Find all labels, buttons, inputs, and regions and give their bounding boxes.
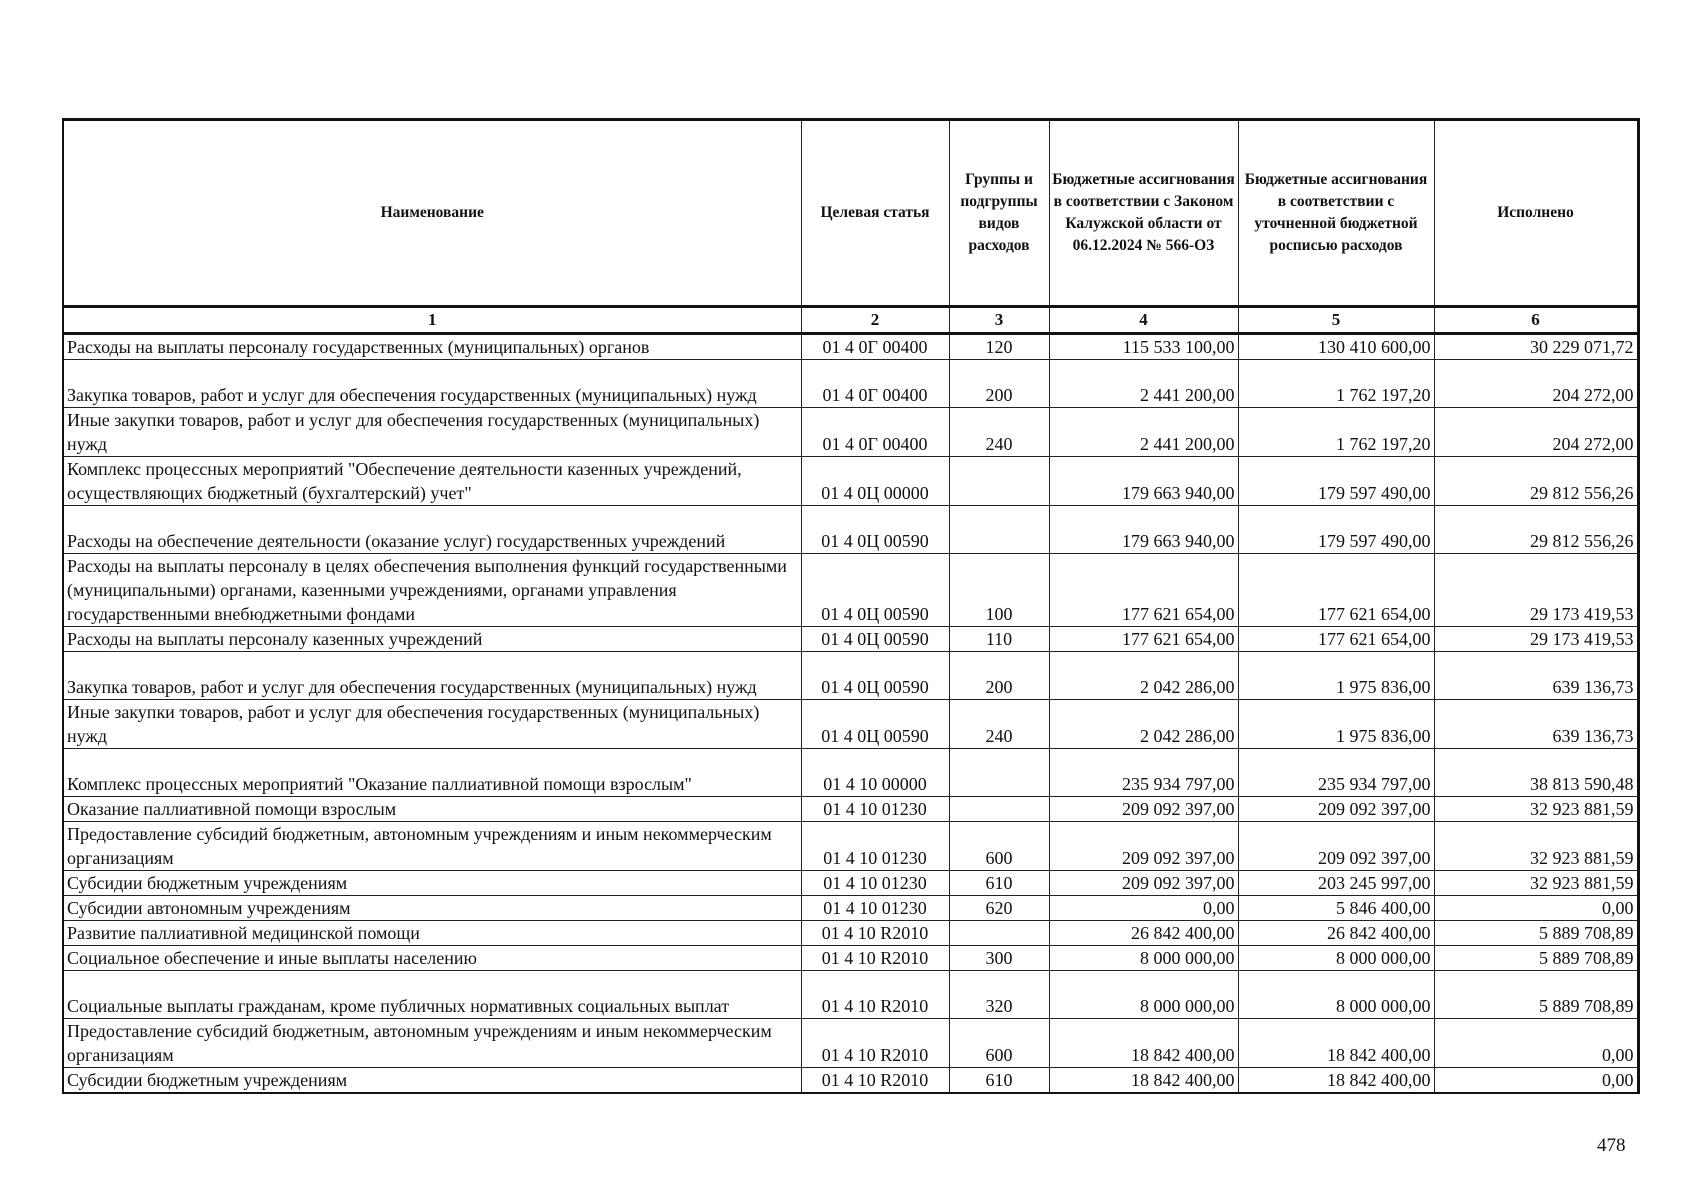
row-refined-amount: 26 842 400,00 <box>1238 921 1434 946</box>
row-refined-amount: 8 000 000,00 <box>1238 971 1434 1019</box>
row-target-code: 01 4 10 01230 <box>801 896 949 921</box>
row-refined-amount: 177 621 654,00 <box>1238 554 1434 627</box>
row-refined-amount: 1 975 836,00 <box>1238 700 1434 749</box>
row-law-amount: 2 042 286,00 <box>1049 652 1238 700</box>
row-executed-amount: 204 272,00 <box>1434 360 1638 408</box>
row-group-code <box>949 749 1049 797</box>
row-target-code: 01 4 0Ц 00590 <box>801 652 949 700</box>
row-law-amount: 2 042 286,00 <box>1049 700 1238 749</box>
row-refined-amount: 209 092 397,00 <box>1238 822 1434 871</box>
row-executed-amount: 5 889 708,89 <box>1434 946 1638 971</box>
table-row <box>63 971 1638 1019</box>
row-group-code: 610 <box>949 871 1049 896</box>
row-group-code: 610 <box>949 1068 1049 1094</box>
table-row <box>63 1019 1638 1068</box>
row-group-code: 600 <box>949 822 1049 871</box>
row-law-amount: 0,00 <box>1049 896 1238 921</box>
row-refined-amount: 203 245 997,00 <box>1238 871 1434 896</box>
row-name: Расходы на выплаты персоналу казенных учреждений <box>63 627 801 652</box>
row-refined-amount: 18 842 400,00 <box>1238 1019 1434 1068</box>
row-name: Закупка товаров, работ и услуг для обеспечения государственных (муниципальных) нужд <box>63 652 801 700</box>
row-target-code: 01 4 0Г 00400 <box>801 408 949 457</box>
table-row <box>63 797 1638 822</box>
budget-table <box>62 118 1640 1094</box>
row-group-code: 320 <box>949 971 1049 1019</box>
row-name: Расходы на выплаты персоналу в целях обеспечения выполнения функций государственными (муниципальными) органами, казенными учреждениями, органами управления государственными внебюджетными фондами <box>63 554 801 627</box>
row-group-code <box>949 921 1049 946</box>
row-name: Социальное обеспечение и иные выплаты населению <box>63 946 801 971</box>
table-row <box>63 360 1638 408</box>
row-refined-amount: 5 846 400,00 <box>1238 896 1434 921</box>
row-refined-amount: 209 092 397,00 <box>1238 797 1434 822</box>
row-law-amount: 209 092 397,00 <box>1049 822 1238 871</box>
row-law-amount: 209 092 397,00 <box>1049 797 1238 822</box>
row-executed-amount: 204 272,00 <box>1434 408 1638 457</box>
page-number: 478 <box>1597 1135 1626 1156</box>
row-name: Иные закупки товаров, работ и услуг для обеспечения государственных (муниципальных) нужд <box>63 408 801 457</box>
row-executed-amount: 639 136,73 <box>1434 700 1638 749</box>
row-group-code: 100 <box>949 554 1049 627</box>
column-number: 6 <box>1434 307 1638 334</box>
row-name: Расходы на обеспечение деятельности (оказание услуг) государственных учреждений <box>63 506 801 554</box>
row-law-amount: 115 533 100,00 <box>1049 334 1238 360</box>
column-number: 5 <box>1238 307 1434 334</box>
header-row <box>63 120 1638 307</box>
row-target-code: 01 4 0Ц 00590 <box>801 700 949 749</box>
row-refined-amount: 8 000 000,00 <box>1238 946 1434 971</box>
table-body <box>63 334 1638 1094</box>
row-law-amount: 177 621 654,00 <box>1049 554 1238 627</box>
row-target-code: 01 4 0Г 00400 <box>801 360 949 408</box>
header-groups: Группы и подгруппы видов расходов <box>949 120 1049 307</box>
column-number: 2 <box>801 307 949 334</box>
row-refined-amount: 1 762 197,20 <box>1238 360 1434 408</box>
table-row <box>63 700 1638 749</box>
row-law-amount: 179 663 940,00 <box>1049 506 1238 554</box>
row-name: Предоставление субсидий бюджетным, автономным учреждениям и иным некоммерческим организациям <box>63 1019 801 1068</box>
table-row <box>63 408 1638 457</box>
table-row <box>63 334 1638 360</box>
row-target-code: 01 4 10 R2010 <box>801 921 949 946</box>
column-number: 1 <box>63 307 801 334</box>
row-refined-amount: 179 597 490,00 <box>1238 506 1434 554</box>
row-group-code <box>949 457 1049 506</box>
row-target-code: 01 4 10 R2010 <box>801 1068 949 1094</box>
row-refined-amount: 179 597 490,00 <box>1238 457 1434 506</box>
row-name: Субсидии бюджетным учреждениям <box>63 1068 801 1094</box>
table-row <box>63 457 1638 506</box>
row-law-amount: 209 092 397,00 <box>1049 871 1238 896</box>
row-name: Субсидии бюджетным учреждениям <box>63 871 801 896</box>
row-group-code: 600 <box>949 1019 1049 1068</box>
column-number: 3 <box>949 307 1049 334</box>
header-refined: Бюджетные ассигнования в соответствии с уточненной бюджетной росписью расходов <box>1238 120 1434 307</box>
row-group-code: 200 <box>949 652 1049 700</box>
table-row <box>63 652 1638 700</box>
row-name: Предоставление субсидий бюджетным, автономным учреждениям и иным некоммерческим организациям <box>63 822 801 871</box>
row-law-amount: 235 934 797,00 <box>1049 749 1238 797</box>
header-law: Бюджетные ассигнования в соответствии с Законом Калужской области от 06.12.2024 № 566-ОЗ <box>1049 120 1238 307</box>
row-law-amount: 26 842 400,00 <box>1049 921 1238 946</box>
row-law-amount: 179 663 940,00 <box>1049 457 1238 506</box>
row-target-code: 01 4 0Ц 00590 <box>801 506 949 554</box>
row-name: Оказание паллиативной помощи взрослым <box>63 797 801 822</box>
row-group-code: 620 <box>949 896 1049 921</box>
row-executed-amount: 5 889 708,89 <box>1434 921 1638 946</box>
row-name: Закупка товаров, работ и услуг для обеспечения государственных (муниципальных) нужд <box>63 360 801 408</box>
row-group-code: 110 <box>949 627 1049 652</box>
row-refined-amount: 18 842 400,00 <box>1238 1068 1434 1094</box>
row-target-code: 01 4 10 01230 <box>801 797 949 822</box>
row-executed-amount: 29 812 556,26 <box>1434 506 1638 554</box>
row-executed-amount: 32 923 881,59 <box>1434 822 1638 871</box>
row-target-code: 01 4 0Г 00400 <box>801 334 949 360</box>
table-row <box>63 506 1638 554</box>
row-executed-amount: 639 136,73 <box>1434 652 1638 700</box>
row-refined-amount: 130 410 600,00 <box>1238 334 1434 360</box>
table-row <box>63 1068 1638 1094</box>
column-number-row <box>63 307 1638 334</box>
row-target-code: 01 4 10 01230 <box>801 822 949 871</box>
row-executed-amount: 0,00 <box>1434 1068 1638 1094</box>
row-name: Комплекс процессных мероприятий "Оказание паллиативной помощи взрослым" <box>63 749 801 797</box>
row-target-code: 01 4 10 01230 <box>801 871 949 896</box>
row-refined-amount: 177 621 654,00 <box>1238 627 1434 652</box>
row-executed-amount: 38 813 590,48 <box>1434 749 1638 797</box>
table-row <box>63 749 1638 797</box>
row-executed-amount: 0,00 <box>1434 1019 1638 1068</box>
row-target-code: 01 4 0Ц 00000 <box>801 457 949 506</box>
row-executed-amount: 29 173 419,53 <box>1434 554 1638 627</box>
row-name: Комплекс процессных мероприятий "Обеспечение деятельности казенных учреждений, осуществляющих бюджетный (бухгалтерский) учет" <box>63 457 801 506</box>
table-row <box>63 554 1638 627</box>
header-target: Целевая статья <box>801 120 949 307</box>
table-row <box>63 822 1638 871</box>
table-row <box>63 921 1638 946</box>
row-group-code <box>949 797 1049 822</box>
row-refined-amount: 235 934 797,00 <box>1238 749 1434 797</box>
row-group-code: 200 <box>949 360 1049 408</box>
row-law-amount: 18 842 400,00 <box>1049 1019 1238 1068</box>
row-group-code <box>949 506 1049 554</box>
row-law-amount: 2 441 200,00 <box>1049 408 1238 457</box>
table-row <box>63 627 1638 652</box>
row-name: Социальные выплаты гражданам, кроме публичных нормативных социальных выплат <box>63 971 801 1019</box>
row-refined-amount: 1 762 197,20 <box>1238 408 1434 457</box>
row-group-code: 240 <box>949 408 1049 457</box>
table-row <box>63 871 1638 896</box>
row-executed-amount: 5 889 708,89 <box>1434 971 1638 1019</box>
row-target-code: 01 4 0Ц 00590 <box>801 554 949 627</box>
row-name: Иные закупки товаров, работ и услуг для обеспечения государственных (муниципальных) нужд <box>63 700 801 749</box>
row-executed-amount: 29 173 419,53 <box>1434 627 1638 652</box>
row-group-code: 240 <box>949 700 1049 749</box>
row-name: Расходы на выплаты персоналу государственных (муниципальных) органов <box>63 334 801 360</box>
column-number: 4 <box>1049 307 1238 334</box>
row-target-code: 01 4 10 R2010 <box>801 971 949 1019</box>
row-target-code: 01 4 10 R2010 <box>801 1019 949 1068</box>
row-executed-amount: 0,00 <box>1434 896 1638 921</box>
row-law-amount: 2 441 200,00 <box>1049 360 1238 408</box>
row-law-amount: 18 842 400,00 <box>1049 1068 1238 1094</box>
row-executed-amount: 29 812 556,26 <box>1434 457 1638 506</box>
row-name: Развитие паллиативной медицинской помощи <box>63 921 801 946</box>
row-law-amount: 8 000 000,00 <box>1049 946 1238 971</box>
row-law-amount: 8 000 000,00 <box>1049 971 1238 1019</box>
row-group-code: 120 <box>949 334 1049 360</box>
row-name: Субсидии автономным учреждениям <box>63 896 801 921</box>
row-refined-amount: 1 975 836,00 <box>1238 652 1434 700</box>
row-group-code: 300 <box>949 946 1049 971</box>
header-executed: Исполнено <box>1434 120 1638 307</box>
row-executed-amount: 30 229 071,72 <box>1434 334 1638 360</box>
row-target-code: 01 4 10 R2010 <box>801 946 949 971</box>
table-row <box>63 896 1638 921</box>
header-name: Наименование <box>63 120 801 307</box>
row-executed-amount: 32 923 881,59 <box>1434 797 1638 822</box>
row-target-code: 01 4 0Ц 00590 <box>801 627 949 652</box>
row-law-amount: 177 621 654,00 <box>1049 627 1238 652</box>
table-row <box>63 946 1638 971</box>
row-target-code: 01 4 10 00000 <box>801 749 949 797</box>
row-executed-amount: 32 923 881,59 <box>1434 871 1638 896</box>
